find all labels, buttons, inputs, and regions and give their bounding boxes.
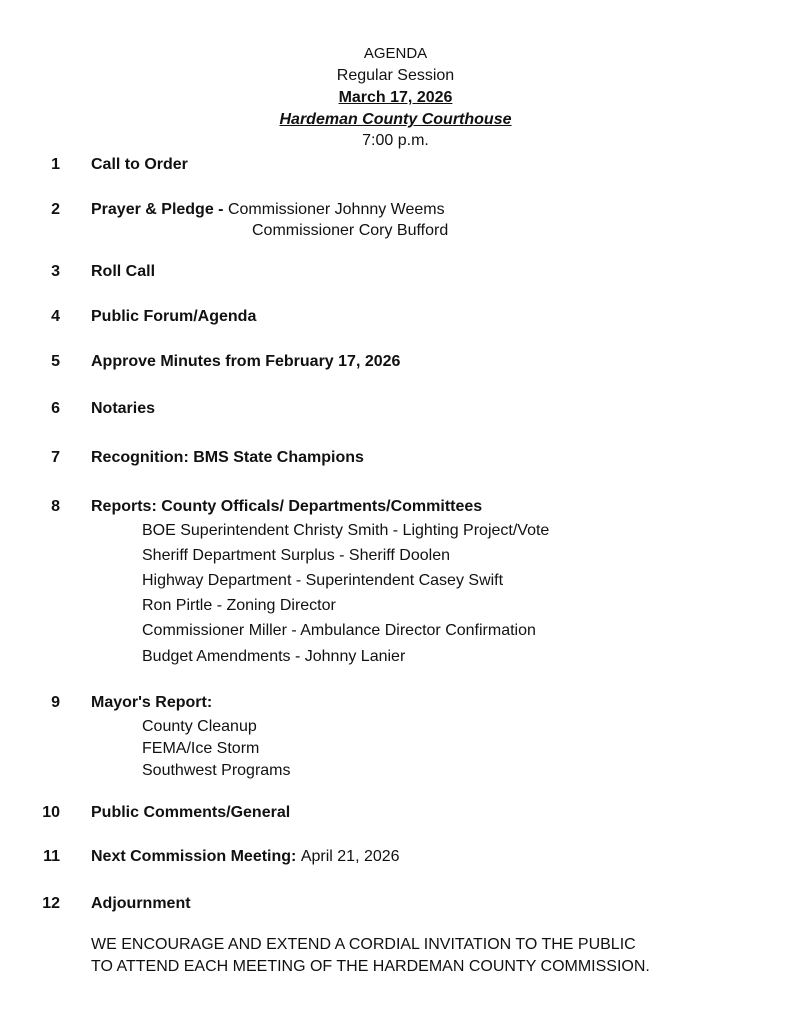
item-title: Approve Minutes from February 17, 2026 [91, 353, 401, 370]
item-title: Mayor's Report: [91, 694, 213, 711]
closing-line-1: WE ENCOURAGE AND EXTEND A CORDIAL INVITATION TO THE PUBLIC [91, 936, 636, 953]
item-title: Public Comments/General [91, 804, 291, 821]
item-title: Call to Order [91, 156, 188, 173]
item-number: 11 [43, 848, 60, 865]
item-title: Notaries [91, 400, 156, 417]
item-number: 9 [51, 694, 60, 711]
agenda-label: AGENDA [363, 45, 428, 62]
item-title [91, 847, 400, 867]
item-number: 7 [51, 449, 60, 466]
item-title: Reports: County Officals/ Departments/Committees [91, 498, 483, 515]
item-title: Roll Call [91, 263, 156, 280]
meeting-time: 7:00 p.m. [362, 132, 429, 149]
sub-item: FEMA/Ice Storm [142, 740, 260, 757]
item-title-text: Prayer & Pledge - [91, 201, 224, 218]
item-number: 2 [51, 201, 60, 218]
item-number: 5 [51, 353, 60, 370]
sub-item: Southwest Programs [142, 762, 291, 779]
item-number: 3 [51, 263, 60, 280]
sub-item: County Cleanup [142, 718, 257, 735]
item-number: 10 [42, 804, 60, 821]
item-detail: April 21, 2026 [300, 848, 400, 865]
item-detail-line2: Commissioner Cory Bufford [252, 222, 449, 239]
item-title [91, 200, 445, 220]
item-number: 8 [51, 498, 60, 515]
session-type: Regular Session [336, 67, 455, 84]
item-number: 6 [51, 400, 60, 417]
item-number: 12 [42, 895, 60, 912]
sub-item: Budget Amendments - Johnny Lanier [142, 648, 406, 665]
item-number: 1 [51, 156, 60, 173]
sub-item: BOE Superintendent Christy Smith - Lighting Project/Vote [142, 522, 550, 539]
closing-line-2: TO ATTEND EACH MEETING OF THE HARDEMAN COUNTY COMMISSION. [91, 958, 650, 975]
sub-item: Commissioner Miller - Ambulance Director Confirmation [142, 622, 536, 639]
item-title: Adjournment [91, 895, 191, 912]
item-detail: Commissioner Johnny Weems [227, 201, 445, 218]
item-title: Public Forum/Agenda [91, 308, 257, 325]
item-title-text: Next Commission Meeting: [91, 848, 297, 865]
item-number: 4 [51, 308, 60, 325]
meeting-date: March 17, 2026 [338, 89, 453, 106]
sub-item: Sheriff Department Surplus - Sheriff Doolen [142, 547, 451, 564]
sub-item: Ron Pirtle - Zoning Director [142, 597, 336, 614]
sub-item: Highway Department - Superintendent Casey Swift [142, 572, 504, 589]
meeting-location: Hardeman County Courthouse [279, 111, 512, 128]
item-title: Recognition: BMS State Champions [91, 449, 364, 466]
